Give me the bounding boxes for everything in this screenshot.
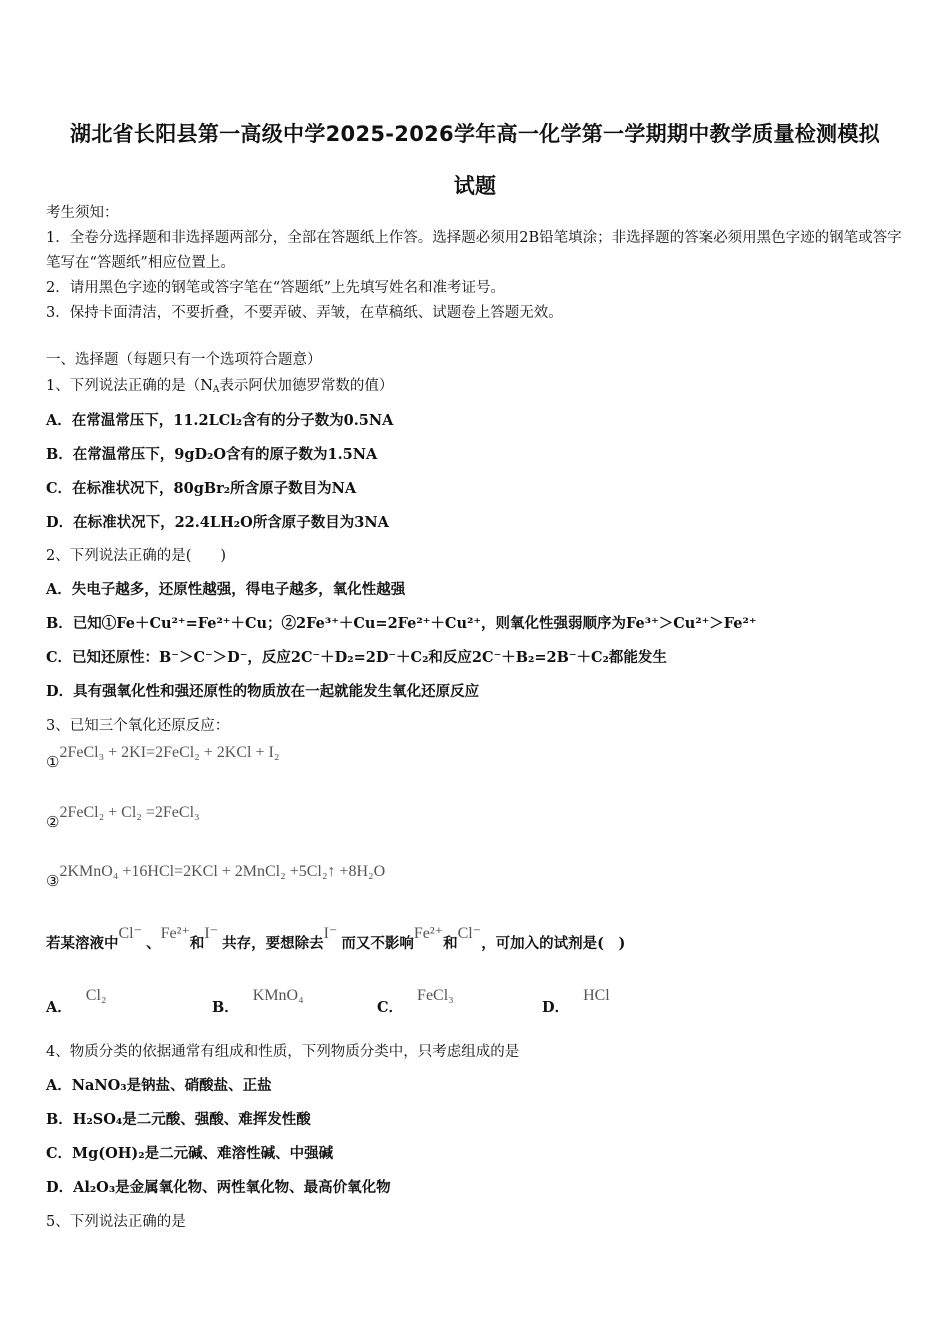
q1-stem — [46, 376, 393, 400]
notice-item-2: 2．请用黑色字迹的钢笔或答字笔在“答题纸”上先填写姓名和准考证号。 — [46, 280, 506, 296]
q3-and-1: 和 — [189, 935, 205, 952]
q3-reaction-3 — [46, 863, 386, 892]
q3-reaction-2 — [46, 804, 200, 833]
q3-r3-equation: 2KMnO₄ +16HCl=2KCl + 2MnCl₂ +5Cl₂↑ +8H₂O — [59, 863, 386, 880]
q3-option-a-value: Cl₂ — [85, 987, 107, 1004]
q4-stem: 4、物质分类的依据通常有组成和性质，下列物质分类中，只考虑组成的是 — [46, 1044, 520, 1060]
q1-option-a: A．在常温常压下，11.2LCl₂含有的分子数为0.5NA — [46, 412, 394, 429]
q3-text-3: 而又不影响 — [341, 935, 414, 952]
q3-text-1: 若某溶液中 — [46, 935, 119, 952]
q3-option-b-value: KMnO₄ — [252, 987, 304, 1004]
q3-option-c-value: FeCl₃ — [417, 987, 454, 1004]
q3-option-a-label: A． — [46, 999, 72, 1016]
q2-option-b: B．已知①Fe＋Cu²⁺=Fe²⁺＋Cu；②2Fe³⁺＋Cu=2Fe²⁺＋Cu²⁺，则氧化性强弱顺序为Fe³⁺＞Cu²⁺＞Fe²⁺ — [46, 615, 757, 632]
q4-option-c: C．Mg(OH)₂是二元碱、难溶性碱、中强碱 — [46, 1145, 334, 1162]
q3-ion-3: I⁻ — [204, 925, 219, 942]
q3-r1-equation: 2FeCl₃ + 2KI=2FeCl₂ + 2KCl + I₂ — [59, 744, 280, 761]
page-title — [40, 108, 910, 212]
q3-option-a — [46, 987, 107, 1017]
notice-heading: 考生须知： — [46, 205, 119, 221]
q3-option-d-label: D． — [542, 999, 570, 1016]
q5-stem: 5、下列说法正确的是 — [46, 1214, 186, 1230]
q3-ion-4: I⁻ — [323, 925, 338, 942]
q3-sep-1: 、 — [146, 935, 161, 952]
q1-stem-sub: A — [212, 385, 220, 395]
q3-ion-6: Cl⁻ — [457, 925, 482, 942]
q4-option-b: B．H₂SO₄是二元酸、强酸、难挥发性酸 — [46, 1111, 311, 1128]
q3-ion-1: Cl⁻ — [118, 925, 143, 942]
q3-option-b-label: B． — [212, 999, 239, 1016]
q1-option-b: B．在常温常压下，9gD₂O含有的原子数为1.5NA — [46, 446, 378, 463]
q3-reaction-1 — [46, 744, 280, 773]
q3-r2-equation: 2FeCl₂ + Cl₂ =2FeCl₃ — [59, 804, 200, 821]
q3-option-b — [212, 987, 304, 1017]
q3-option-c-label: C． — [377, 999, 404, 1016]
q3-option-c — [377, 987, 454, 1017]
q3-ion-2: Fe²⁺ — [160, 925, 190, 942]
q1-stem-b: 表示阿伏加德罗常数的值） — [219, 378, 394, 394]
q3-r3-mark: ③ — [46, 872, 60, 890]
q3-text-2: 共存，要想除去 — [222, 935, 324, 952]
q3-stem: 3、已知三个氧化还原反应： — [46, 718, 230, 734]
exam-notice — [46, 201, 906, 326]
q2-option-d: D．具有强氧化性和强还原性的物质放在一起就能发生氧化还原反应 — [46, 683, 480, 700]
q3-text-4: ，可加入的试剂是( ) — [481, 935, 626, 952]
notice-item-3: 3．保持卡面清洁，不要折叠，不要弄破、弄皱，在草稿纸、试题卷上答题无效。 — [46, 305, 563, 321]
q2-option-c: C．已知还原性：B⁻＞C⁻＞D⁻，反应2C⁻＋D₂=2D⁻＋C₂和反应2C⁻＋B₂=2B⁻＋C₂都能发生 — [46, 649, 667, 666]
q3-option-d — [542, 987, 610, 1017]
section-heading: 一、选择题（每题只有一个选项符合题意） — [46, 352, 322, 368]
q4-option-d: D．Al₂O₃是金属氧化物、两性氧化物、最高价氧化物 — [46, 1179, 391, 1196]
q3-r2-mark: ② — [46, 813, 60, 831]
q3-question — [46, 925, 626, 954]
q3-and-2: 和 — [443, 935, 458, 952]
q3-ion-5: Fe²⁺ — [413, 925, 444, 942]
title-line-1: 湖北省长阳县第一高级中学2025-2026学年高一化学第一学期期中教学质量检测模拟 — [70, 122, 880, 146]
q1-stem-a: 1、下列说法正确的是（N — [46, 378, 213, 394]
q2-option-a: A．失电子越多，还原性越强，得电子越多，氧化性越强 — [46, 581, 406, 598]
q1-option-d: D．在标准状况下，22.4LH₂O所含原子数目为3NA — [46, 514, 389, 531]
q3-r1-mark: ① — [46, 753, 60, 771]
q3-option-d-value: HCl — [583, 987, 610, 1004]
q2-stem: 2、下列说法正确的是( ) — [46, 548, 227, 564]
title-line-2: 试题 — [453, 174, 497, 198]
q3-options — [46, 986, 746, 1016]
notice-item-1: 1．全卷分选择题和非选择题两部分，全部在答题纸上作答。选择题必须用2B铅笔填涂；非选择题的答案必须用黑色字迹的钢笔或答字笔写在“答题纸”相应位置上。 — [46, 230, 902, 271]
q4-option-a: A．NaNO₃是钠盐、硝酸盐、正盐 — [46, 1077, 272, 1094]
q1-option-c: C．在标准状况下，80gBr₂所含原子数目为NA — [46, 480, 357, 497]
